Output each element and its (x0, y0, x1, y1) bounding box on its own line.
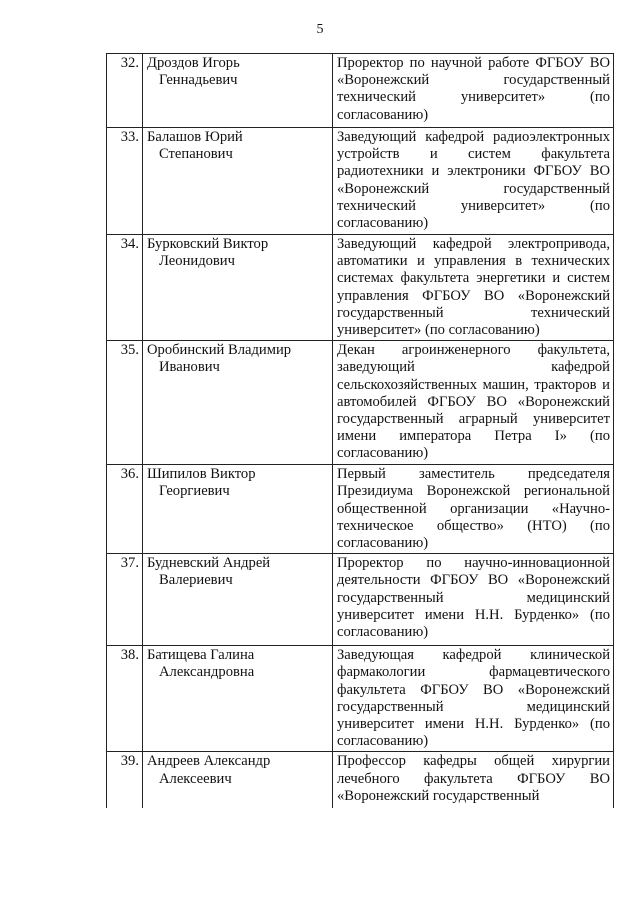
member-name (143, 54, 333, 128)
member-name (143, 646, 333, 752)
member-name (143, 341, 333, 465)
name-line: Дроздов Игорь (147, 55, 240, 71)
row-number: 33. (107, 128, 143, 235)
patronymic-line: Александровна (159, 664, 255, 681)
table-row (107, 554, 614, 646)
member-name (143, 465, 333, 554)
name-line: Шипилов Виктор (147, 466, 256, 483)
table-row (107, 465, 614, 554)
member-name (143, 554, 333, 646)
patronymic-line: Иванович (159, 359, 220, 376)
name-line: Балашов Юрий (147, 129, 243, 145)
row-number: 39. (107, 752, 143, 809)
name-line: Оробинский Владимир (147, 342, 292, 359)
name-line: Андреев Александр (147, 753, 271, 770)
patronymic-line: Георгиевич (159, 483, 230, 500)
table-row (107, 341, 614, 465)
member-position: Первый заместитель председателя Президиума Воронежской региональной общественной организации «Научно-техническое общество» (НТО) (по согласованию) (333, 465, 614, 554)
member-name (143, 752, 333, 809)
row-number: 36. (107, 465, 143, 554)
member-name (143, 128, 333, 235)
row-number: 35. (107, 341, 143, 465)
name-line: Бурковский Виктор (147, 236, 269, 252)
member-position: Проректор по научно-инновационной деятельности ФГБОУ ВО «Воронежский государственный медицинский университет имени Н.Н. Бурденко» (по согласованию) (333, 554, 614, 646)
member-position: Заведующая кафедрой клинической фармакологии фармацевтического факультета ФГБОУ ВО «Воронежский государственный медицинский университет имени Н.Н. Бурденко» (по согласованию) (333, 646, 614, 752)
patronymic-line: Леонидович (159, 253, 235, 270)
member-position: Заведующий кафедрой радиоэлектронных устройств и систем факультета радиотехники и электроники ФГБОУ ВО «Воронежский государственный технический университет» (по согласованию) (333, 128, 614, 235)
row-number: 32. (107, 54, 143, 128)
row-number: 37. (107, 554, 143, 646)
patronymic-line: Геннадьевич (159, 72, 238, 89)
table-row (107, 752, 614, 809)
member-position: Проректор по научной работе ФГБОУ ВО «Воронежский государственный технический университет» (по согласованию) (333, 54, 614, 128)
member-position: Профессор кафедры общей хирургии лечебного факультета ФГБОУ ВО «Воронежский государственный (333, 752, 614, 809)
member-position: Декан агроинженерного факультета, заведующий кафедрой сельскохозяйственных машин, тракторов и автомобилей ФГБОУ ВО «Воронежский государственный аграрный университет имени императора Петра I» (по согласованию) (333, 341, 614, 465)
row-number: 38. (107, 646, 143, 752)
patronymic-line: Степанович (159, 146, 233, 163)
member-position: Заведующий кафедрой электропривода, автоматики и управления в технических системах факультета энергетики и систем управления ФГБОУ ВО «Воронежский государственный технический университет» (по согласованию) (333, 235, 614, 341)
member-table (106, 53, 614, 808)
table-row (107, 646, 614, 752)
row-number: 34. (107, 235, 143, 341)
patronymic-line: Алексеевич (159, 770, 232, 787)
table-row (107, 128, 614, 235)
table-row (107, 235, 614, 341)
table-row (107, 54, 614, 128)
page-number: 5 (316, 22, 324, 37)
name-line: Будневский Андрей (147, 555, 271, 572)
member-name (143, 235, 333, 341)
patronymic-line: Валериевич (159, 572, 233, 589)
name-line: Батищева Галина (147, 647, 255, 664)
